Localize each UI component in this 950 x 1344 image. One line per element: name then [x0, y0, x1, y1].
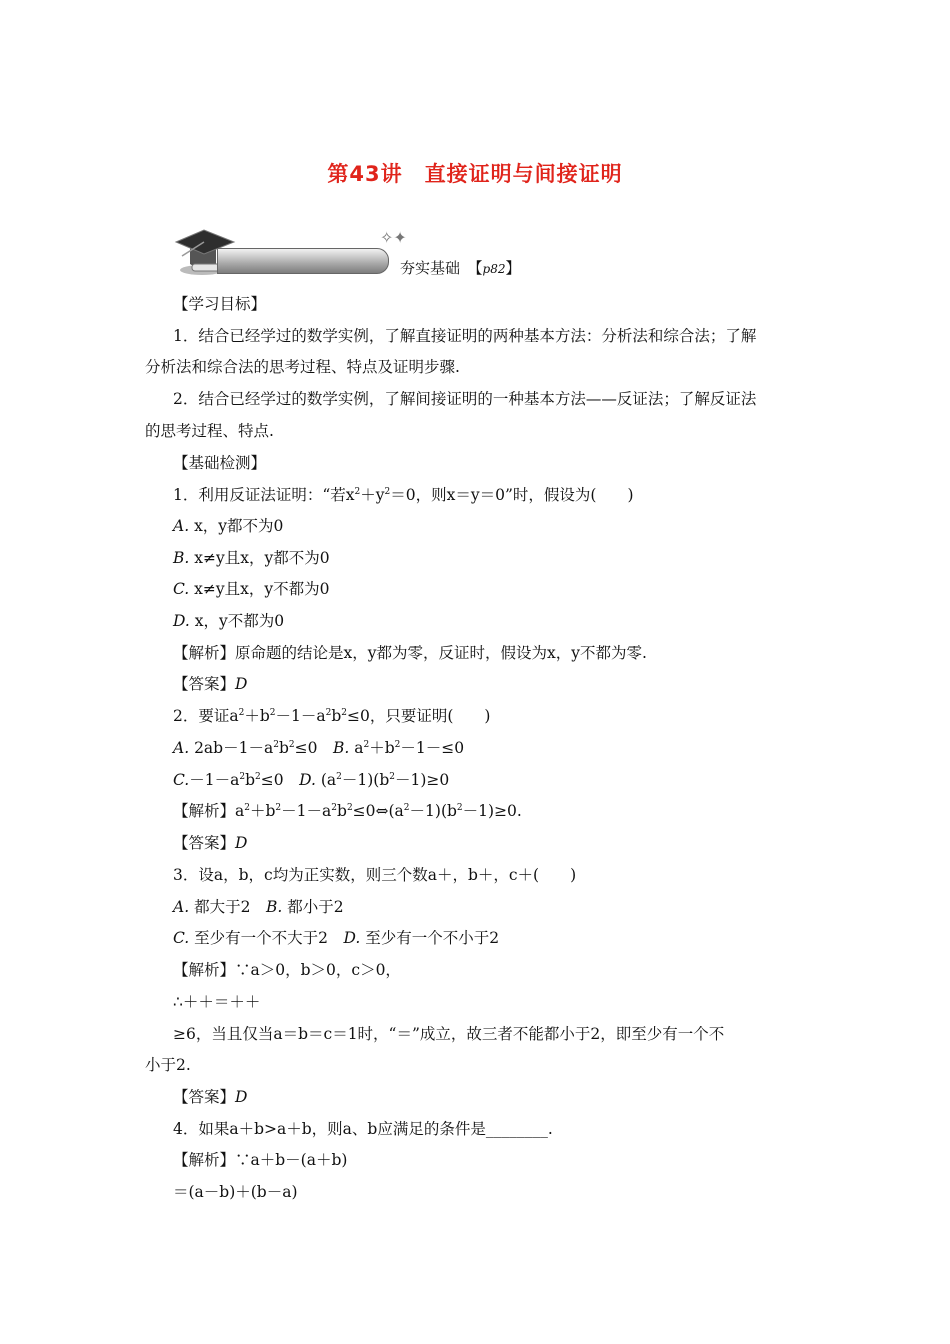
- options-cd: $C.-1-a^2b^2\le 0$ D. $(a^2-1)(b^2-1)\ge 0$: [173, 771, 450, 789]
- section-banner: [172, 226, 532, 278]
- options-cd-3: C. 至少有一个不大于2 D. 至少有一个不小于2: [173, 929, 500, 947]
- answer-2: 【答案】D: [173, 834, 248, 852]
- banner-label: 夯实基础 【p82】: [400, 259, 521, 277]
- goal-1-cont: 分析法和综合法的思考过程、特点及证明步骤.: [145, 358, 460, 376]
- answer-3: 【答案】D: [173, 1088, 248, 1106]
- options-ab-3: A. 都大于2 B. 都小于2: [173, 898, 344, 916]
- options-ab: A. $2ab-1-a^2b^2\le 0$ B. $a^2+b^2-1-\le 0$: [173, 739, 465, 757]
- option-a: A. x，y都不为0: [173, 517, 284, 535]
- analysis-3-cont: ≥6，当且仅当a＝b＝c＝1时，“＝”成立，故三者不能都小于2，即至少有一个不: [173, 1025, 725, 1043]
- page-ref: p82: [482, 262, 506, 276]
- option-c: C. x≠y且x，y不都为0: [173, 580, 330, 598]
- analysis-3-step: ∴＋＋＝＋＋: [173, 993, 261, 1011]
- question-3: 3．设a，b，c均为正实数，则三个数a＋，b＋，c＋( ): [173, 866, 577, 884]
- analysis-3: 【解析】∵a＞0，b＞0，c＞0，: [173, 961, 401, 979]
- analysis-4-step: ＝(a－b)＋(b－a): [173, 1183, 298, 1201]
- banner-bar: [217, 248, 389, 274]
- analysis-3-end: 小于2.: [145, 1056, 191, 1074]
- answer-1: 【答案】D: [173, 675, 248, 693]
- analysis-1: 【解析】原命题的结论是x，y都为零，反证时，假设为x，y不都为零.: [173, 644, 647, 662]
- heading-learning-goals: 【学习目标】: [173, 295, 267, 313]
- option-b: B. x≠y且x，y都不为0: [173, 549, 330, 567]
- goal-2-cont: 的思考过程、特点.: [145, 422, 274, 440]
- page-title: 第43讲 直接证明与间接证明: [327, 162, 623, 186]
- question-4: 4．如果a＋b>a＋b，则a、b应满足的条件是________.: [173, 1120, 553, 1138]
- sparkle-icon: ✧✦: [380, 228, 407, 247]
- question-1: 1．利用反证法证明：“若$x^2+y^2=0$，则x＝y＝0”时，假设为( ): [173, 486, 634, 504]
- goal-1: 1．结合已经学过的数学实例，了解直接证明的两种基本方法：分析法和综合法；了解: [173, 327, 757, 345]
- analysis-4: 【解析】∵a＋b－(a＋b): [173, 1151, 348, 1169]
- analysis-2: 【解析】$a^2+b^2-1-a^2b^2\le 0\Leftrightarrow(a^2-1)(b^2-1)\ge 0$.: [173, 802, 522, 820]
- question-2: 2．要证$a^2+b^2-1-a^2b^2\le 0$，只要证明( ): [173, 707, 491, 725]
- heading-basic-test: 【基础检测】: [173, 454, 267, 472]
- option-d: D. x，y不都为0: [173, 612, 285, 630]
- goal-2: 2．结合已经学过的数学实例，了解间接证明的一种基本方法——反证法；了解反证法: [173, 390, 757, 408]
